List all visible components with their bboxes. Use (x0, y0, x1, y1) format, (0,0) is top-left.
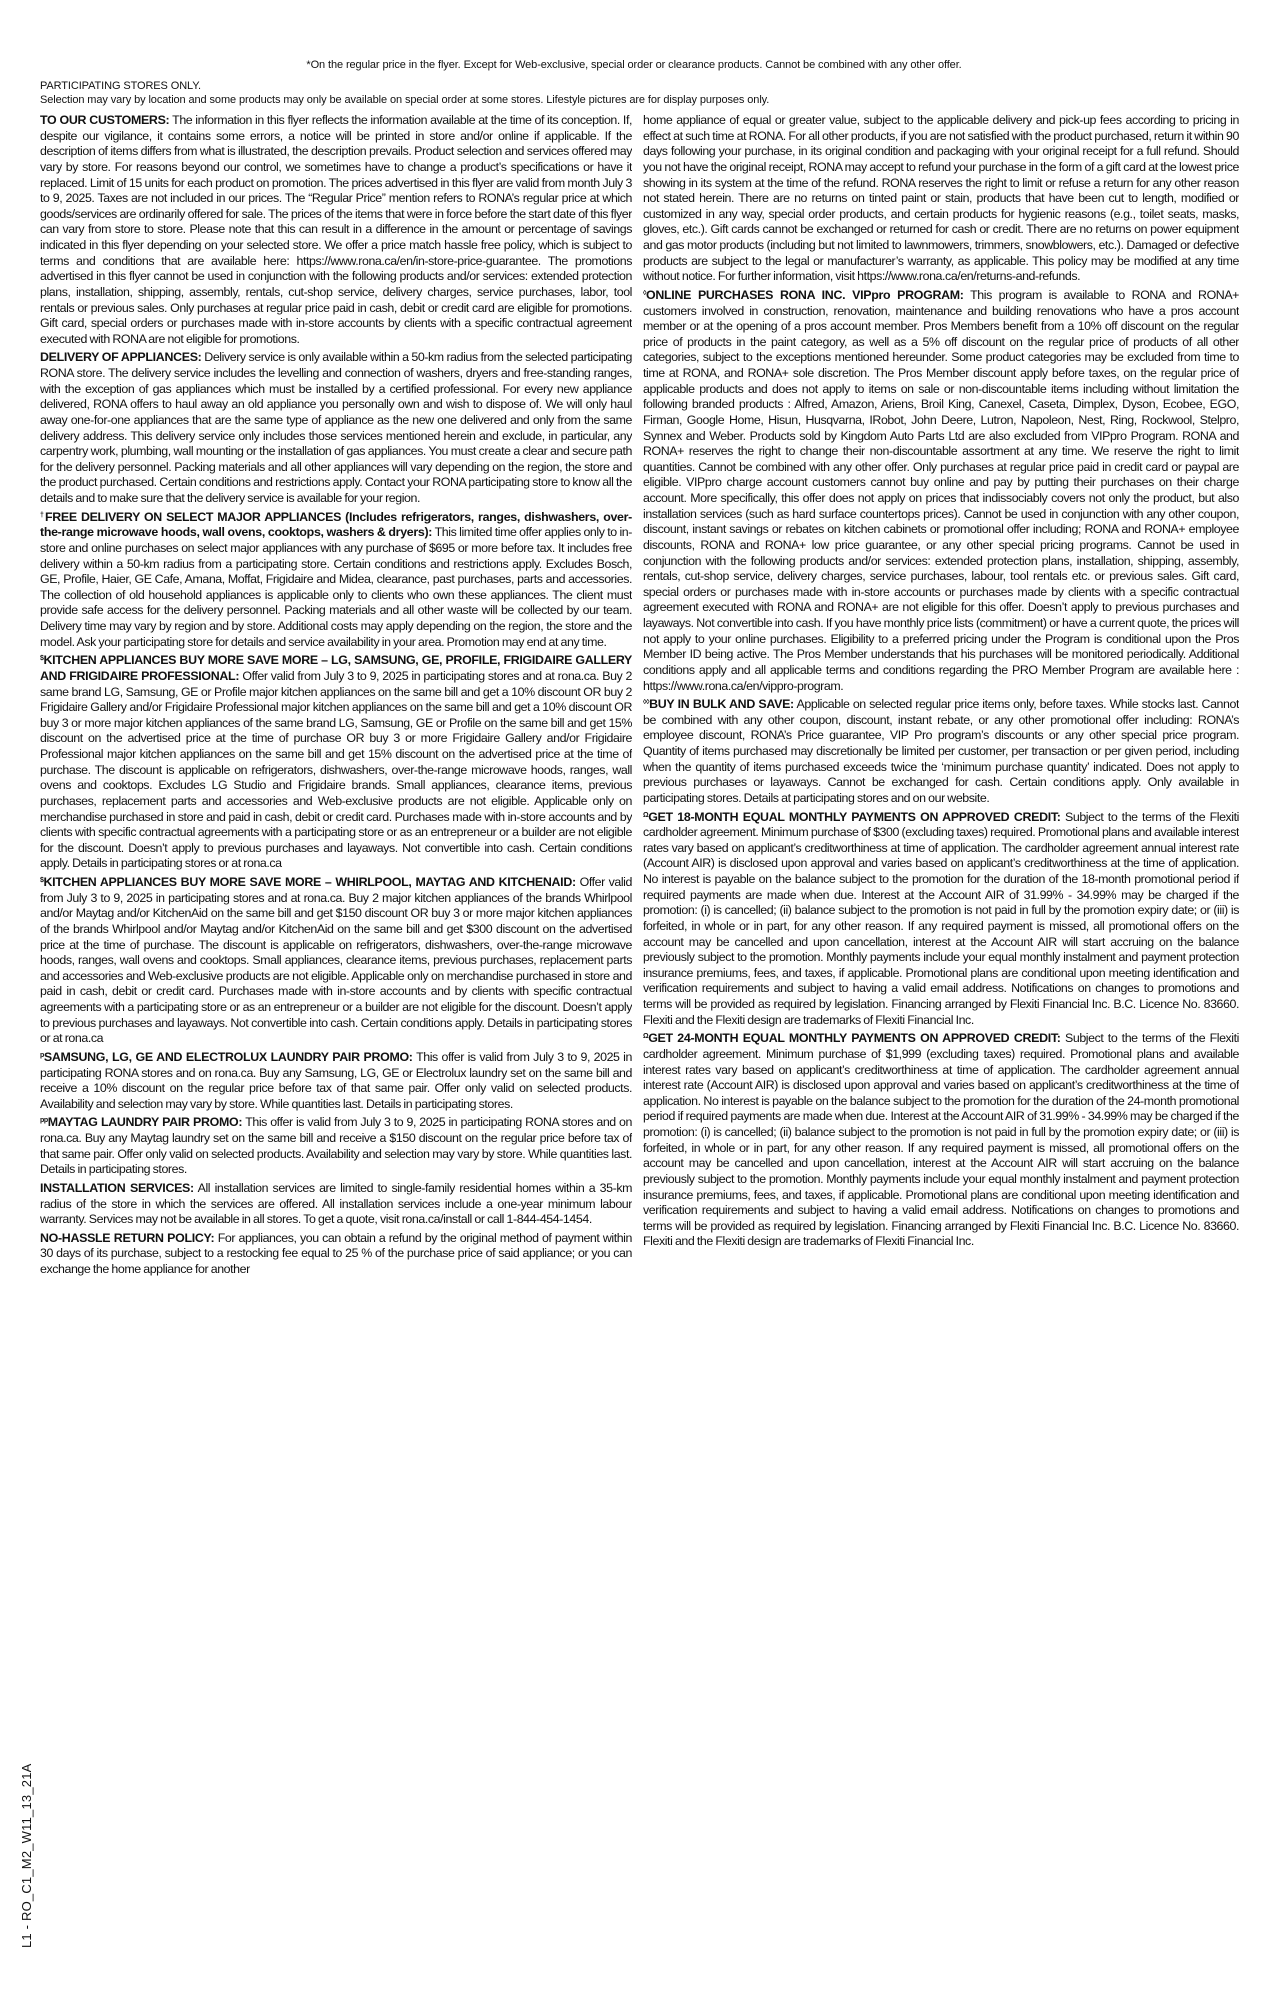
legal-paragraph (40, 350, 632, 506)
footnote-mark: p (40, 1051, 44, 1059)
footnote-mark: † (40, 511, 45, 519)
legal-paragraph (643, 810, 1239, 1029)
paragraph-text: Subject to the terms of the Flexiti cardholder agreement. Minimum purchase of $1,999 (excluding taxes) required. Promotional plans and available interest rates vary based on applicant’s creditworthiness at time of application. The cardholder agreement annual interest rate (Account AIR) is disclosed upon approval and varies based on applicant’s creditworthiness at the time of application. No interest is payable on the balance subject to the promotion for the duration of the 24-month promotional period if required payments are made when due. Interest at the Account AIR of 31.99% - 34.99% may be charged if the promotion: (i) is cancelled; (ii) balance subject to the promotion is not paid in full by the promotion expiry date; or (iii) is forfeited, in whole or in part, for any other reason. If any required payment is missed, all promotional offers on the account may be cancelled and upon cancellation, interest at the Account AIR will start accruing on the balance previously subject to the promotion. Monthly payments include your equal monthly instalment and payment protection insurance premiums, fees, and taxes, if applicable. Promotional plans are conditional upon meeting identification and verification requirements and subject to having a valid email address. Notifications on changes to promotions and terms will be provided as required by legislation. Financing arranged by Flexiti Financial Inc. B.C. Licence No. 83660. Flexiti and the Flexiti design are trademarks of Flexiti Financial Inc. (643, 1031, 1239, 1249)
paragraph-title: KITCHEN APPLIANCES BUY MORE SAVE MORE – LG, SAMSUNG, GE, PROFILE, FRIGIDAIRE GALLERY AND FRIGIDAIRE PROFESSIONAL: (40, 653, 632, 683)
paragraph-title: KITCHEN APPLIANCES BUY MORE SAVE MORE – WHIRLPOOL, MAYTAG AND KITCHENAID: (43, 875, 576, 889)
footnote-mark: pp (40, 1117, 48, 1125)
paragraph-text: For appliances, you can obtain a refund by the original method of payment within 30 days of its purchase, subject to a restocking fee equal to 25 % of the purchase price of said appliance; or you can exchange the home appliance for another (40, 1230, 632, 1276)
paragraph-title: GET 24-MONTH EQUAL MONTHLY PAYMENTS ON APPROVED CREDIT: (648, 1031, 1061, 1046)
legal-paragraph (643, 1031, 1239, 1250)
paragraph-text: This limited time offer applies only to in-store and online purchases on select major appliances with any purchase of $695 or more before tax. It includes free delivery within a 50-km radius from a participating store. Certain conditions and restrictions apply. Excludes Bosch, GE, Profile, Haier, GE Cafe, Amana, Moffat, Frigidaire and Midea, clearance, past purchases, parts and accessories. The collection of old household appliances is applicable only to clients who own these appliances. The client must provide safe access for the delivery personnel. Packing materials and all other waste will be collected by our team. Delivery time may vary by region and by store. Additional costs may apply depending on the region, the store and the model. Ask your participating store for details and service availability in your area. Promotion may end at any time. (40, 525, 632, 649)
legal-paragraph (40, 653, 632, 872)
footnote-mark: $ (40, 655, 44, 663)
flyer-code: L1 - RO_C1_M2_W11_13_21A (19, 1763, 34, 1948)
legal-paragraph (643, 288, 1239, 694)
paragraph-title: BUY IN BULK AND SAVE: (649, 697, 794, 712)
paragraph-text: home appliance of equal or greater value, subject to the applicable delivery and pick-up fees according to pricing in effect at such time at RONA. For all other products, if you are not satisfied with the product purchased, return it within 90 days following your purchase, in its original condition and packaging with your original receipt for a full refund. Should you not have the original receipt, RONA may accept to refund your purchase in the form of a gift card at the lowest price showing in its system at the time of the refund. RONA reserves the right to limit or refuse a return for any other reason not stated herein. There are no returns on tinted paint or stain, products that have been cut to length, modified or customized in any way, special order products, and certain products for hygienic reasons (e.g., toilet seats, masks, gloves, etc.). Gift cards cannot be exchanged or returned for cash or credit. There are no returns on power equipment and gas motor products (including but not limited to lawnmowers, trimmers, snowblowers, etc.). Damaged or defective products are subject to the legal or manufacturer’s warranty, as applicable. This policy may be modified at any time without notice. For further information, visit https://www.rona.ca/en/returns-and-refunds. (643, 113, 1239, 284)
paragraph-text: Offer valid from July 3 to 9, 2025 in participating stores and at rona.ca. Buy 2 major kitchen appliances of the brands Whirlpool and/or Maytag and/or KitchenAid on the same bill and get $150 discount OR buy 3 or more major kitchen appliances of the brands Whirlpool and/or Maytag and/or KitchenAid on the same bill and get $300 discount on the advertised price at the time of purchase. The discount is applicable on refrigerators, dishwashers, over-the-range microwave hoods, ranges, wall ovens and cooktops. Small appliances, clearance items, previous purchases, replacement parts and accessories and Web-exclusive products are not eligible. Applicable only on merchandise purchased in store and paid in cash, debit or credit card. Purchases made with in-store accounts and by clients with specific contractual agreements with a participating store or as an entrepreneur or a builder are not eligible for the discount. Doesn’t apply to previous purchases and layaways. Not convertible into cash. Certain conditions apply. Details in participating stores or at rona.ca (40, 875, 632, 1046)
paragraph-title: INSTALLATION SERVICES: (40, 1180, 194, 1195)
legal-paragraph (643, 113, 1239, 285)
footnote-mark: ◊ (643, 289, 647, 297)
legal-paragraph (40, 1181, 632, 1228)
paragraph-title: NO-HASSLE RETURN POLICY: (40, 1230, 215, 1245)
paragraph-text: Subject to the terms of the Flexiti cardholder agreement. Minimum purchase of $300 (excluding taxes) required. Promotional plans and available interest rates vary based on applicant’s creditworthiness at time of application. The cardholder agreement annual interest rate (Account AIR) is disclosed upon approval and varies based on applicant’s creditworthiness at the time of application. No interest is payable on the balance subject to the promotion for the duration of the 18-month promotional period if required payments are made when due. Interest at the Account AIR of 31.99% - 34.99% may be charged if the promotion: (i) is cancelled; (ii) balance subject to the promotion is not paid in full by the promotion expiry date; or (iii) is forfeited, in whole or in part, for any other reason. If any required payment is missed, all promotional offers on the account may be cancelled and upon cancellation, interest at the Account AIR will start accruing on the balance previously subject to the promotion. Monthly payments include your equal monthly instalment and payment protection insurance premiums, fees, and taxes, if applicable. Promotional plans are conditional upon meeting identification and verification requirements and subject to having a valid email address. Notifications on changes to promotions and terms will be provided as required by legislation. Financing arranged by Flexiti Financial Inc. B.C. Licence No. 83660. Flexiti and the Flexiti design are trademarks of Flexiti Financial Inc. (643, 809, 1239, 1027)
paragraph-title: ONLINE PURCHASES RONA INC. VIPpro PROGRAM: (646, 287, 964, 302)
paragraph-text: Offer valid from July 3 to 9, 2025 in participating stores and at rona.ca. Buy 2 same brand LG, Samsung, GE or Profile major kitchen appliances on the same bill and get a 10% discount OR buy 2 Frigidaire Gallery and/or Frigidaire Professional major kitchen appliances on the same bill and get a 10% discount OR buy 3 or more major kitchen appliances of the same brand LG, Samsung, GE or Profile on the same bill and get 15% discount on the advertised price at the time of purchase OR buy 3 or more Frigidaire Gallery and/or Frigidaire Professional major kitchen appliances on the same bill and get 15% discount on the advertised price at the time of purchase. The discount is applicable on refrigerators, dishwashers, over-the-range microwave hoods, ranges, wall ovens and cooktops. Excludes LG Studio and Frigidaire brands. Small appliances, clearance items, previous purchases, replacement parts and accessories and Web-exclusive products are not eligible. Applicable only on merchandise purchased in store and paid in cash, debit or credit card. Purchases made with in-store accounts and by clients with specific contractual agreements with a participating store or as an entrepreneur or a builder are not eligible for the discount. Doesn’t apply to previous purchases and layaways. Not convertible into cash. Certain conditions apply. Details in participating stores or at rona.ca (40, 668, 632, 871)
paragraph-text: This offer is valid from July 3 to 9, 2025 in participating RONA stores and on rona.ca. Buy any Samsung, LG, GE or Electrolux laundry set on the same bill and receive a 10% discount on the regular price before tax of that same pair. Offer only valid on selected products. Availability and selection may vary by store. While quantities last. Details in participating stores. (40, 1049, 632, 1111)
paragraph-title: DELIVERY OF APPLIANCES: (40, 350, 202, 365)
right-column (643, 113, 1239, 1973)
legal-paragraph (643, 697, 1239, 806)
paragraph-title: SAMSUNG, LG, GE AND ELECTROLUX LAUNDRY PAIR PROMO: (43, 1049, 413, 1064)
paragraph-text: All installation services are limited to single-family residential homes within a 35-km radius of the store in which the services are offered. All installation services include a one-year minimum labour warranty. Services may not be available in all stores. To get a quote, visit rona.ca/install or call 1-844-454-1454. (40, 1180, 632, 1227)
footnote-mark: Ω (643, 811, 649, 819)
paragraph-title: TO OUR CUSTOMERS: (40, 113, 170, 127)
price-footnote: *On the regular price in the flyer. Except for Web-exclusive, special order or clearance products. Cannot be combined with any other offer. (306, 59, 962, 71)
footnote-mark: $ (40, 877, 44, 884)
left-column (40, 113, 632, 1973)
legal-paragraph (40, 1115, 632, 1178)
paragraph-title: FREE DELIVERY ON SELECT MAJOR APPLIANCES (Includes refrigerators, ranges, dishwashers, over-the-range microwave hoods, wall ovens, cooktops, washers & dryers): (40, 509, 632, 540)
paragraph-text: This program is available to RONA and RONA+ customers involved in construction, renovation, maintenance and building renovations who have a pros account member or at the opening of a pros account member. Pros Members benefit from a 10% off discount on the regular price of products in the paint category, as well as a 5% off discount on the regular price of products of all other categories, subject to the exceptions mentioned hereunder. Some product categories may be excluded from time to time at RONA, and RONA+ sole discretion. The Pros Member discount apply before taxes, on the regular price of applicable products and does not apply to items on sale or non-discountable items including without limitation the following branded products : Alfred, Amazon, Ariens, Broil King, Canexel, Caseta, Dimplex, Dyson, Ecobee, EGO, Firman, Google Home, Hisun, Husqvarna, IRobot, John Deere, Lutron, Napoleon, Nest, Ring, Rockwool, Stelpro, Synnex and Weber. Products sold by Kingdom Auto Parts Ltd are also excluded from VIPpro Program. RONA and RONA+ reserves the right to change their non-discountable assortment at any time. We reserve the right to limit quantities. Cannot be combined with any other offer. Only purchases at regular price paid in credit card or paypal are eligible. VIPpro charge account customers cannot buy online and pay by putting their purchases on their charge account. More specifically, this offer does not apply on prices that indissociably covers not only the product, but also installation services (such as hard surface countertops prices). Cannot be used in conjunction with any other coupon, discount, instant savings or rebates on kitchen cabinets or promotional offer including; RONA and RONA+ employee discounts, RONA and RONA+ low price guarantee, or any other special pricing programs. Cannot be used in conjunction with the following products and/or services: extended protection plans, installation, shipping, assembly, rentals, cut-shop service, delivery charges, service purchases, labour, tool rentals etc. or previous sales. Gift card, special orders or purchases made with in-store accounts or purchases made by clients with a specific contractual agreement executed with RONA and RONA+ are not eligible for this offer. Doesn’t apply to previous purchases and layaways. Not convertible into cash. If you have monthly price lists (commitment) or have a current quote, the prices will not apply to your online purchases. Eligibility to a preferred pricing under the Program is conditional upon the Pros Member ID being active. The Pros Member understands that his purchases will be monitored periodically. Additional conditions apply and all applicable terms and conditions regarding the PRO Member Program are available here : https://www.rona.ca/en/vippro-program. (643, 287, 1239, 693)
paragraph-title: GET 18-MONTH EQUAL MONTHLY PAYMENTS ON APPROVED CREDIT: (648, 809, 1061, 824)
legal-paragraph (40, 113, 632, 347)
footnote-mark: ◊◊ (643, 699, 650, 707)
paragraph-text: Applicable on selected regular price items only, before taxes. While stocks last. Cannot be combined with any other coupon, discount, instant rebate, or any other promotional offer including: RONA’s employee discount, RONA’s Price guarantee, VIP Pro program’s discounts or any other special price program. Quantity of items purchased may discretionally be limited per customer, per transaction or per given period, including when the quantity of items purchased exceeds twice the ‘minimum purchase quantity’ indicated. Does not apply to previous purchases or layaways. Cannot be exchanged for cash. Certain conditions apply. Only available in participating stores. Details at participating stores and on our website. (643, 697, 1239, 805)
legal-paragraph (40, 1050, 632, 1113)
paragraph-text: Delivery service is only available within a 50-km radius from the selected participating RONA store. The delivery service includes the levelling and connection of washers, dryers and free-standing ranges, with the exception of gas appliances which must be installed by a certified professional. For every new appliance delivered, RONA offers to haul away an old appliance you personally own and wish to dispose of. We will only haul away one-for-one appliances that are the same type of appliance as the new one delivered and only from the same delivery address. This delivery service only includes those services mentioned herein and exclude, in particular, any carpentry work, plumbing, wall mounting or the installation of gas appliances. You must create a clear and secure path for the delivery personnel. Packing materials and all other appliances will vary depending on the region, the store and the product purchased. Certain conditions and restrictions apply. Contact your RONA participating store to know all the details and to make sure that the delivery service is available for your region. (40, 350, 632, 505)
legal-paragraph (40, 510, 632, 651)
paragraph-text: The information in this flyer reflects the information available at the time of its conception. If, despite our vigilance, it contains some errors, a notice will be printed in store and/or online if applicable. If the description of items differs from what is illustrated, the description prevails. Product selection and services offered may vary by store. For reasons beyond our control, we sometimes have to change a product’s specifications or have it replaced. Limit of 15 units for each product on promotion. The prices advertised in this flyer are valid from month July 3 to 9, 2025. Taxes are not included in our prices. The “Regular Price” mention refers to RONA’s regular price at which goods/services are ordinarily offered for sale. The prices of the items that were in force before the start date of this flyer can vary from store to store. Please note that this can result in a difference in the amount or percentage of savings indicated in this flyer depending on your selected store. We offer a price match hassle free policy, which is subject to terms and conditions that are available here: https://www.rona.ca/en/in-store-price-guarantee. The promotions advertised in this flyer cannot be used in conjunction with the following products and/or services: extended protection plans, installation, shipping, assembly, rentals, cut-shop service, delivery charges, service purchases, labor, tool rentals or previous sales. Only purchases at regular price paid in cash, debit or credit card are eligible for promotions. Gift card, special orders or purchases made with in-store accounts by clients with a specific contractual agreement executed with RONA are not eligible for promotions. (40, 113, 632, 346)
paragraph-text: This offer is valid from July 3 to 9, 2025 in participating RONA stores and on rona.ca. Buy any Maytag laundry set on the same bill and receive a $150 discount on the regular price before tax of that same pair. Offer only valid on selected products. Availability and selection may vary by store. While quantities last. Details in participating stores. (40, 1115, 632, 1177)
paragraph-title: MAYTAG LAUNDRY PAIR PROMO: (47, 1115, 243, 1130)
legal-paragraph (40, 875, 632, 1047)
store-notice (40, 79, 1230, 107)
legal-paragraph (40, 1231, 632, 1278)
footnote-mark: Ω (643, 1033, 649, 1041)
selection-disclaimer-line: Selection may vary by location and some products may only be available on special order at some stores. Lifestyle pictures are for display purposes only. (40, 94, 770, 106)
participating-stores-line: PARTICIPATING STORES ONLY. (40, 80, 202, 92)
